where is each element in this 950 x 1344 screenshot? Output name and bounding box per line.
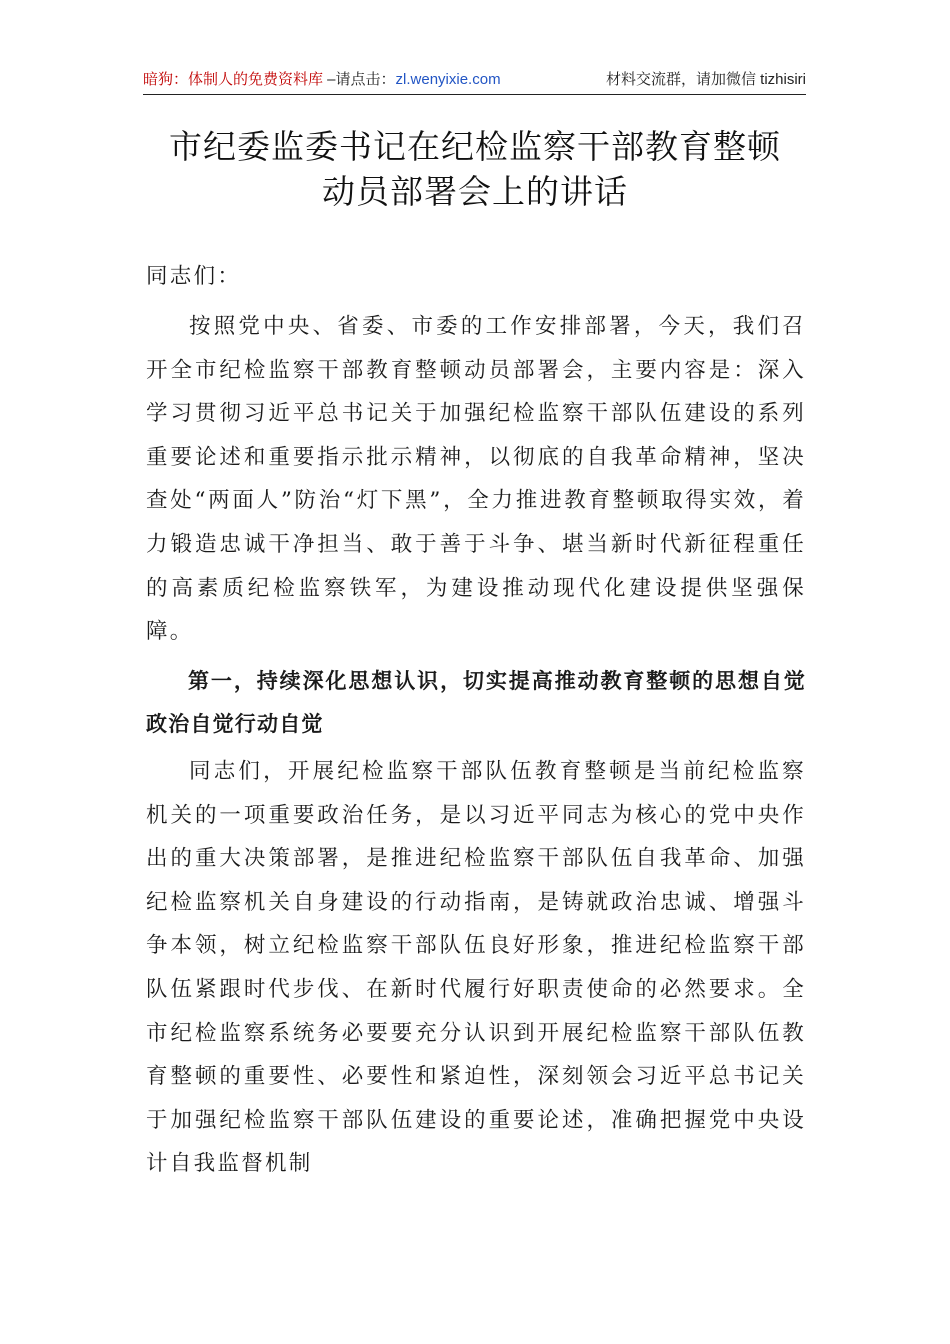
document-title <box>120 124 830 214</box>
header-click-prompt: –请点击： <box>323 71 396 88</box>
title-line-1: 市纪委监委书记在纪检监察干部教育整顿 <box>169 127 781 166</box>
paragraph-1: 按照党中央、省委、市委的工作安排部署，今天，我们召开全市纪检监察干部教育整顿动员部署会，主要内容是：深入学习贯彻习近平总书记关于加强纪检监察干部队伍建设的系列重要论述和重要指示批示精神，以彻底的自我革命精神，坚决查处“两面人”防治“灯下黑”，全力推进教育整顿取得实效，着力锻造忠诚干净担当、敢于善于斗争、堪当新时代新征程重任的高素质纪检监察铁军，为建设推动现代化建设提供坚强保障。 <box>146 314 806 645</box>
header-brand: 暗狗：体制人的免费资料库 <box>143 71 324 88</box>
page-header <box>143 68 806 95</box>
title-line-2: 动员部署会上的讲话 <box>322 172 628 211</box>
section-heading-1: 第一，持续深化思想认识，切实提高推动教育整顿的思想自觉政治自觉行动自觉 <box>146 669 806 736</box>
greeting: 同志们： <box>146 264 242 289</box>
header-wechat-note: 材料交流群，请加微信 tizhisiri <box>605 71 806 88</box>
header-left <box>143 68 501 92</box>
paragraph-2: 同志们，开展纪检监察干部队伍教育整顿是当前纪检监察机关的一项重要政治任务，是以习近平同志为核心的党中央作出的重大决策部署，是推进纪检监察干部队伍自我革命、加强纪检监察机关自身建设的行动指南，是铸就政治忠诚、增强斗争本领，树立纪检监察干部队伍良好形象，推进纪检监察干部队伍紧跟时代步伐、在新时代履行好职责使命的必然要求。全市纪检监察系统务必要要充分认识到开展纪检监察干部队伍教育整顿的重要性、必要性和紧迫性，深刻领会习近平总书记关于加强纪检监察干部队伍建设的重要论述，准确把握党中央设计自我监督机制 <box>146 759 806 1177</box>
header-url-link[interactable]: zl.wenyixie.com <box>395 71 501 88</box>
